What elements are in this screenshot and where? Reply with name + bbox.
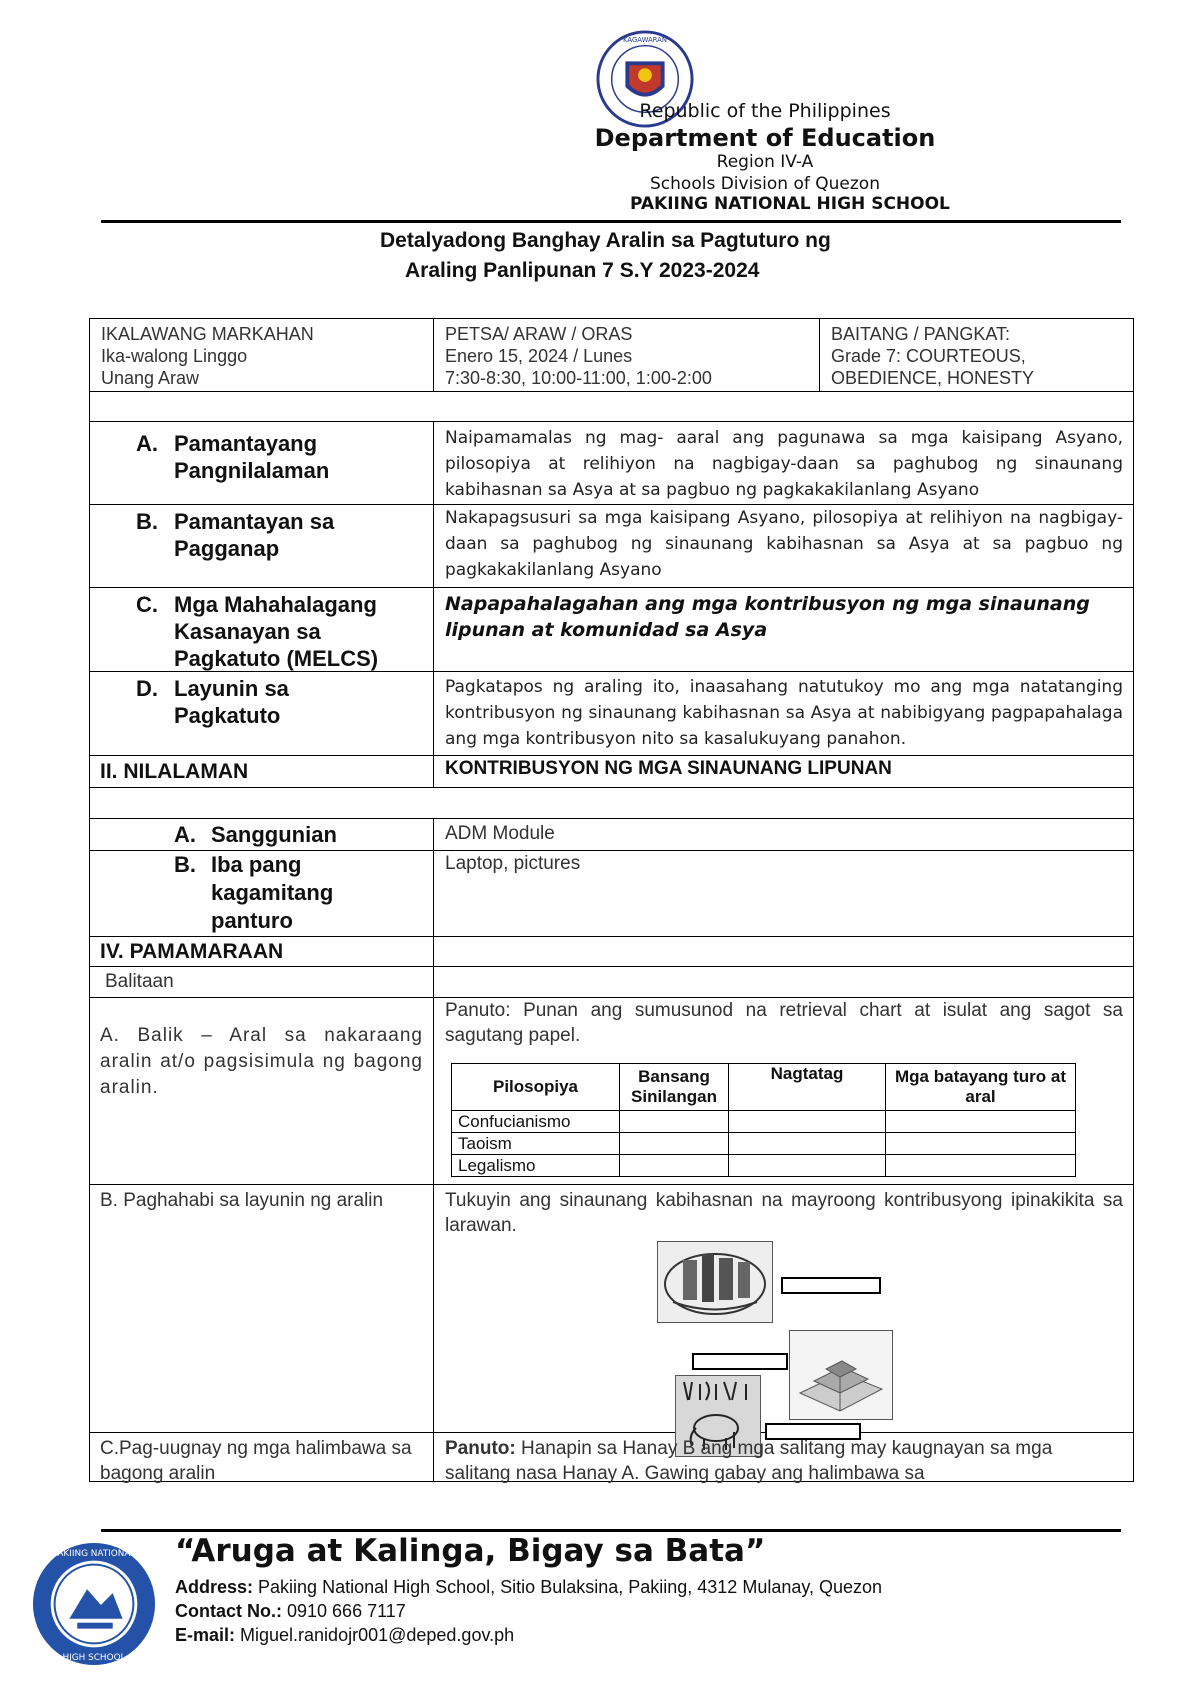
address-label: Address: xyxy=(175,1577,254,1597)
document-title-line1: Detalyadong Banghay Aralin sa Pagtuturo ng xyxy=(380,229,831,252)
date-value: Enero 15, 2024 / Lunes xyxy=(445,346,633,366)
svg-text:HIGH SCHOOL: HIGH SCHOOL xyxy=(62,1653,126,1664)
section-text: ADM Module xyxy=(445,823,555,844)
footer-email xyxy=(175,1625,514,1646)
section-label: Pagganap xyxy=(174,536,280,561)
contact-value: 0910 666 7117 xyxy=(282,1601,406,1621)
instruction-text: Hanapin sa Hanay B ang mga salitang may kaugnayan sa mga salitang nasa Hanay A. Gawing gabay ang halimbawa sa xyxy=(445,1438,1053,1484)
retrieval-chart xyxy=(451,1063,1076,1177)
footer-divider xyxy=(101,1529,1121,1532)
chart-cell xyxy=(729,1111,886,1133)
section-letter: B. xyxy=(136,509,158,534)
section-label: Pamantayang xyxy=(174,431,318,456)
section-heading: II. NILALAMAN xyxy=(100,760,249,783)
section-letter: A. xyxy=(174,822,196,847)
chart-cell xyxy=(729,1155,886,1177)
lesson-plan-table xyxy=(89,318,1134,1482)
section-letter: A. xyxy=(136,431,158,456)
section-text: Laptop, pictures xyxy=(445,853,581,874)
chart-header: Mga batayang turo at aral xyxy=(886,1064,1076,1111)
activity-instruction xyxy=(445,1436,1123,1486)
section-label: Pagkatuto (MELCS) xyxy=(174,646,379,671)
section-label: Sanggunian xyxy=(211,822,337,847)
chart-cell xyxy=(620,1133,729,1155)
activity-instruction: Tukuyin ang sinaunang kabihasnan na mayroong kontribusyong ipinakikita sa larawan. xyxy=(445,1190,1123,1236)
answer-blank[interactable] xyxy=(692,1353,788,1370)
section-text: Naipamamalas ng mag- aaral ang pagunawa sa mga kaisipang Asyano, pilosopiya at relihiyon na nagbigay-daan sa paghubog ng sinaunang kabihasnan sa Asya at sa pagbuo ng pagkakakilanlang Asyano xyxy=(445,428,1123,500)
section-label: Pagkatuto xyxy=(174,703,281,728)
section-text: Napapahalagahan ang mga kontribusyon ng mga sinaunang lipunan at komunidad sa Asya xyxy=(445,593,1090,641)
svg-text:KAGAWARAN: KAGAWARAN xyxy=(623,35,667,44)
info-row xyxy=(90,319,1133,392)
sections-value: OBEDIENCE, HONESTY xyxy=(831,368,1035,388)
chart-cell xyxy=(886,1155,1076,1177)
department-name: Department of Education xyxy=(594,124,936,152)
chart-cell xyxy=(620,1111,729,1133)
answer-blank[interactable] xyxy=(781,1277,881,1294)
section-label: Layunin sa xyxy=(174,676,289,701)
document-title-line2: Araling Panlipunan 7 S.Y 2023-2024 xyxy=(405,259,760,282)
school-name: PAKIING NATIONAL HIGH SCHOOL xyxy=(630,194,950,214)
section-label: Mga Mahahalagang xyxy=(174,592,377,617)
section-label: panturo xyxy=(211,908,293,933)
instruction-bold-label: Panuto: xyxy=(445,1438,516,1459)
row-layunin xyxy=(90,672,1133,756)
activity-instruction: Panuto: Punan ang sumusunod na retrieval chart at isulat ang sagot sa sagutang papel. xyxy=(445,1000,1123,1046)
header-divider xyxy=(101,220,1121,223)
activity-label: B. Paghahabi sa layunin ng aralin xyxy=(100,1190,384,1211)
activity-label: A. Balik – Aral sa nakaraang aralin at/o pagsisimula ng bagong aralin. xyxy=(100,1025,423,1098)
section-text: Pagkatapos ng araling ito, inaasahang natutukoy mo ang mga natatanging kontribusyon ng sinaunang kabihasnan sa Asya at nabibigyang pagpapahalaga ang mga kontribusyon nito sa kasalukuyang panahon. xyxy=(445,677,1123,749)
section-heading: IV. PAMAMARAAN xyxy=(100,940,284,963)
week-label: Ika-walong Linggo xyxy=(101,346,248,366)
email-label: E-mail: xyxy=(175,1625,236,1645)
chart-row-label: Confucianismo xyxy=(452,1111,620,1133)
region-name: Region IV-A xyxy=(716,152,814,172)
blank-row xyxy=(90,392,1133,422)
row-pamantayang-pangnilalaman xyxy=(90,422,1133,505)
row-pamantayan-sa-pagganap xyxy=(90,505,1133,588)
school-logo xyxy=(30,1540,158,1668)
day-label: Unang Araw xyxy=(101,368,200,388)
temple-carving-image xyxy=(657,1241,773,1323)
section-letter: C. xyxy=(136,592,158,617)
country-name: Republic of the Philippines xyxy=(639,100,891,122)
topic-title: KONTRIBUSYON NG MGA SINAUNANG LIPUNAN xyxy=(445,758,892,779)
chart-header: Nagtatag xyxy=(729,1064,886,1111)
chart-row-label: Legalismo xyxy=(452,1155,620,1177)
ziggurat-image xyxy=(789,1330,893,1420)
grade-header: BAITANG / PANGKAT: xyxy=(831,324,1011,344)
row-balik-aral xyxy=(90,998,1133,1185)
chart-cell xyxy=(886,1133,1076,1155)
section-letter: D. xyxy=(136,676,158,701)
section-label: Kasanayan sa xyxy=(174,619,321,644)
svg-text:PAKIING NATIONAL: PAKIING NATIONAL xyxy=(52,1548,136,1559)
chart-cell xyxy=(886,1111,1076,1133)
chart-cell xyxy=(729,1133,886,1155)
chart-row-label: Taoism xyxy=(452,1133,620,1155)
chart-cell xyxy=(620,1155,729,1177)
row-balitaan xyxy=(90,967,1133,998)
activity-label: C.Pag-uugnay ng mga halimbawa sa bagong aralin xyxy=(100,1438,412,1484)
section-label: Pangnilalaman xyxy=(174,458,330,483)
email-value[interactable]: Miguel.ranidojr001@deped.gov.ph xyxy=(235,1625,515,1645)
row-sanggunian xyxy=(90,819,1133,851)
section-label: kagamitang xyxy=(211,880,334,905)
division-name: Schools Division of Quezon xyxy=(650,174,880,194)
footer-contact xyxy=(175,1601,406,1622)
contact-label: Contact No.: xyxy=(175,1601,282,1621)
row-pamamaraan xyxy=(90,937,1133,967)
balitaan-label: Balitaan xyxy=(105,971,174,992)
chart-header: Pilosopiya xyxy=(452,1064,620,1111)
row-pag-uugnay xyxy=(90,1433,1133,1484)
footer-address xyxy=(175,1577,882,1598)
blank-row xyxy=(90,788,1133,819)
date-header: PETSA/ ARAW / ORAS xyxy=(445,324,633,344)
grade-value: Grade 7: COURTEOUS, xyxy=(831,346,1026,366)
row-melcs xyxy=(90,588,1133,672)
section-letter: B. xyxy=(174,852,196,877)
quarter-label: IKALAWANG MARKAHAN xyxy=(101,324,314,344)
row-paghahabi xyxy=(90,1185,1133,1433)
row-iba-pang-kagamitan xyxy=(90,851,1133,937)
school-motto: “Aruga at Kalinga, Bigay sa Bata” xyxy=(175,1533,766,1569)
row-nilalaman xyxy=(90,756,1133,788)
time-value: 7:30-8:30, 10:00-11:00, 1:00-2:00 xyxy=(445,368,712,388)
section-label: Pamantayan sa xyxy=(174,509,335,534)
section-text: Nakapagsusuri sa mga kaisipang Asyano, pilosopiya at relihiyon na nagbigay-daan sa paghubog ng sinaunang kabihasnan sa Asya at sa pagbuo ng pagkakakilanlang Asyano xyxy=(445,508,1123,580)
address-value: Pakiing National High School, Sitio Bulaksina, Pakiing, 4312 Mulanay, Quezon xyxy=(253,1577,883,1597)
section-label: Iba pang xyxy=(211,852,302,877)
chart-header: Bansang Sinilangan xyxy=(620,1064,729,1111)
